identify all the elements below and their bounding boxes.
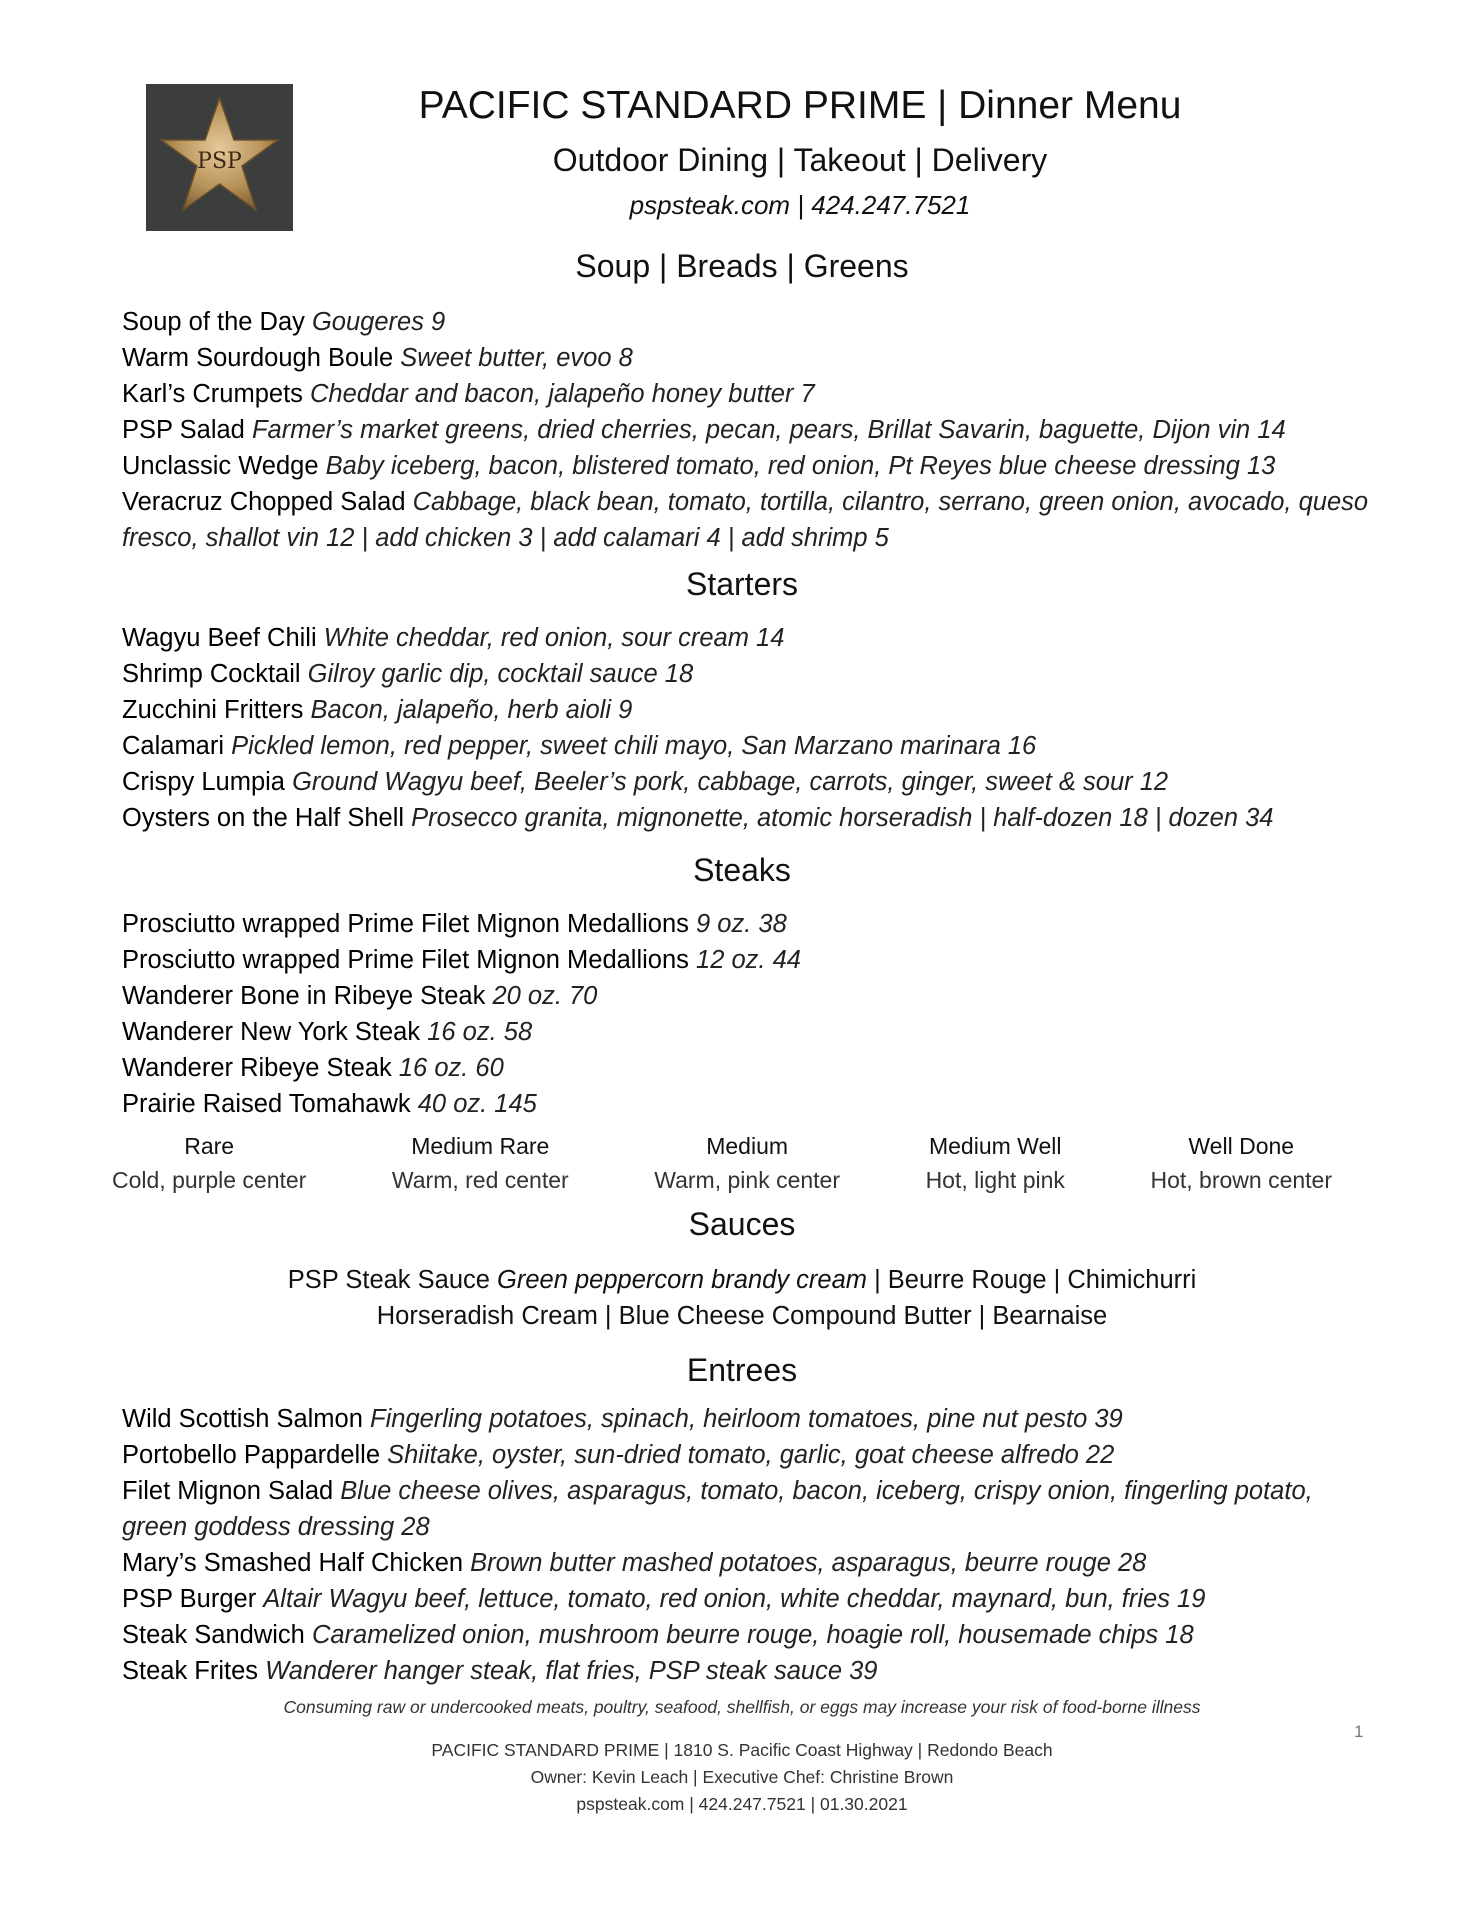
section-title-entrees: Entrees: [686, 1352, 798, 1388]
sauces-line-1: PSP Steak Sauce Green peppercorn brandy cream | Beurre Rouge | Chimichurri: [287, 1266, 1197, 1294]
star-logo-icon: [146, 84, 293, 231]
menu-item: Wagyu Beef Chili White cheddar, red onion, sour cream 14: [122, 624, 785, 652]
starters-items: [122, 620, 1372, 836]
doneness-note: Cold, purple center: [112, 1167, 307, 1193]
menu-item: Steak Frites Wanderer hanger steak, flat fries, PSP steak sauce 39: [122, 1657, 878, 1685]
menu-item: Veracruz Chopped Salad Cabbage, black bean, tomato, tortilla, cilantro, serrano, green onion, avocado, queso fresco, shallot vin 12 | add chicken 3 | add calamari 4 | add shrimp 5: [122, 488, 1369, 552]
footer-contact: pspsteak.com | 424.247.7521 | 01.30.2021: [576, 1794, 908, 1814]
doneness-level: Well Done: [1188, 1133, 1295, 1159]
menu-item: Mary’s Smashed Half Chicken Brown butter mashed potatoes, asparagus, beurre rouge 28: [122, 1549, 1147, 1577]
page-subtitle: Outdoor Dining | Takeout | Delivery: [552, 142, 1048, 178]
soup-items: [122, 304, 1372, 556]
menu-item: Shrimp Cocktail Gilroy garlic dip, cocktail sauce 18: [122, 660, 694, 688]
doneness-note: Warm, pink center: [654, 1167, 841, 1193]
doneness-guide: [112, 1129, 1332, 1197]
menu-item: Calamari Pickled lemon, red pepper, sweet chili mayo, San Marzano marinara 16: [122, 732, 1037, 760]
doneness-level: Medium: [706, 1133, 789, 1159]
restaurant-logo: [146, 84, 293, 231]
section-title-steaks: Steaks: [693, 852, 791, 888]
entrees-items: [122, 1401, 1372, 1689]
menu-item: PSP Salad Farmer’s market greens, dried cherries, pecan, pears, Brillat Savarin, baguette, Dijon vin 14: [122, 416, 1286, 444]
doneness-column: [654, 1129, 840, 1197]
doneness-note: Hot, brown center: [1150, 1167, 1332, 1193]
menu-item: Karl’s Crumpets Cheddar and bacon, jalapeño honey butter 7: [122, 380, 815, 408]
doneness-level: Medium Well: [928, 1133, 1062, 1159]
header-contact: pspsteak.com | 424.247.7521: [629, 190, 971, 220]
doneness-column: [1150, 1129, 1332, 1197]
menu-item: Wanderer New York Steak 16 oz. 58: [122, 1018, 533, 1046]
footer-staff: Owner: Kevin Leach | Executive Chef: Christine Brown: [530, 1767, 954, 1787]
doneness-note: Warm, red center: [391, 1167, 569, 1193]
footer-address: PACIFIC STANDARD PRIME | 1810 S. Pacific Coast Highway | Redondo Beach: [431, 1740, 1053, 1760]
menu-item: Warm Sourdough Boule Sweet butter, evoo 8: [122, 344, 633, 372]
menu-item: Prairie Raised Tomahawk 40 oz. 145: [122, 1090, 537, 1118]
menu-item: Steak Sandwich Caramelized onion, mushroom beurre rouge, hoagie roll, housemade chips 18: [122, 1621, 1194, 1649]
doneness-level: Rare: [184, 1133, 235, 1159]
menu-item: Crispy Lumpia Ground Wagyu beef, Beeler’s pork, cabbage, carrots, ginger, sweet & sour 12: [122, 768, 1169, 796]
menu-item: Prosciutto wrapped Prime Filet Mignon Medallions 12 oz. 44: [122, 946, 801, 974]
menu-item: Soup of the Day Gougeres 9: [122, 308, 446, 336]
footer: [0, 1737, 1484, 1818]
menu-item: Oysters on the Half Shell Prosecco granita, mignonette, atomic horseradish | half-dozen 18 | dozen 34: [122, 804, 1274, 832]
page-number: 1: [1354, 1722, 1364, 1741]
food-safety-disclaimer: Consuming raw or undercooked meats, poultry, seafood, shellfish, or eggs may increase your risk of food-borne illness: [283, 1697, 1201, 1717]
menu-item: Filet Mignon Salad Blue cheese olives, asparagus, tomato, bacon, iceberg, crispy onion, fingerling potato, green goddess dressing 28: [122, 1477, 1313, 1541]
section-title-starters: Starters: [685, 566, 799, 602]
doneness-column: [392, 1129, 569, 1197]
doneness-level: Medium Rare: [411, 1133, 550, 1159]
menu-item: Zucchini Fritters Bacon, jalapeño, herb aioli 9: [122, 696, 633, 724]
section-title-soup: Soup | Breads | Greens: [575, 248, 909, 284]
menu-item: Wanderer Ribeye Steak 16 oz. 60: [122, 1054, 504, 1082]
doneness-note: Hot, light pink: [925, 1167, 1065, 1193]
logo-monogram: PSP: [197, 149, 242, 174]
steaks-items: [122, 906, 1372, 1122]
menu-item: PSP Burger Altair Wagyu beef, lettuce, tomato, red onion, white cheddar, maynard, bun, fries 19: [122, 1585, 1206, 1613]
doneness-column: [112, 1129, 306, 1197]
sauces-line-2: Horseradish Cream | Blue Cheese Compound Butter | Bearnaise: [376, 1302, 1108, 1330]
menu-item: Prosciutto wrapped Prime Filet Mignon Medallions 9 oz. 38: [122, 910, 787, 938]
sauces-list: [0, 1262, 1484, 1334]
doneness-column: [926, 1129, 1065, 1197]
menu-item: Unclassic Wedge Baby iceberg, bacon, blistered tomato, red onion, Pt Reyes blue cheese dressing 13: [122, 452, 1276, 480]
menu-item: Portobello Pappardelle Shiitake, oyster, sun-dried tomato, garlic, goat cheese alfredo 22: [122, 1441, 1115, 1469]
menu-item: Wanderer Bone in Ribeye Steak 20 oz. 70: [122, 982, 598, 1010]
menu-item: Wild Scottish Salmon Fingerling potatoes, spinach, heirloom tomatoes, pine nut pesto 39: [122, 1405, 1123, 1433]
section-title-sauces: Sauces: [688, 1206, 796, 1242]
page-title: PACIFIC STANDARD PRIME | Dinner Menu: [418, 84, 1182, 127]
